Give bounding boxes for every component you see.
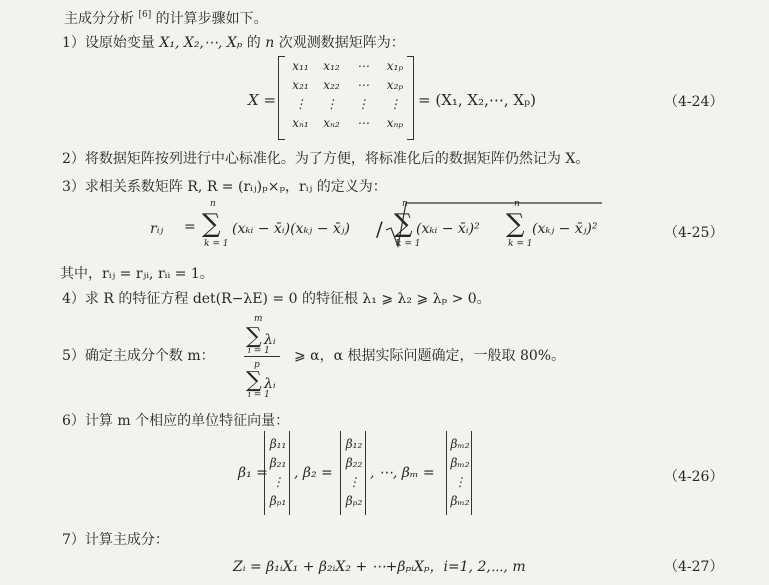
note-text: 其中，rᵢⱼ = rⱼᵢ, rᵢᵢ = 1。 bbox=[60, 266, 214, 282]
step-5 bbox=[62, 347, 215, 365]
vector-cell: β₂₂ bbox=[345, 456, 363, 470]
matrix-rhs: = (X₁, X₂,⋯, Xₚ) bbox=[418, 91, 536, 109]
rij-symbol: rᵢⱼ bbox=[150, 221, 164, 237]
eigenvector-formula bbox=[238, 431, 538, 519]
intro-text: 主成分分析 bbox=[64, 11, 139, 27]
step-7-label: 7） bbox=[62, 532, 85, 548]
vector-beta2 bbox=[340, 431, 366, 515]
denominator-term-1: (xₖᵢ − x̄ᵢ)² bbox=[416, 221, 480, 237]
vector-beta1-cells bbox=[267, 435, 289, 511]
step-1-vars: X₁, X₂,⋯, Xₚ bbox=[159, 35, 243, 51]
step-4-label: 4） bbox=[62, 291, 85, 307]
equals-sign: = bbox=[184, 219, 196, 235]
matrix-lhs: X = bbox=[248, 91, 277, 109]
sum-upper-3: n bbox=[514, 199, 520, 209]
matrix-cell: x₂ₚ bbox=[386, 78, 404, 92]
step-2-text: 将数据矩阵按列进行中心标准化。为了方便，将标准化后的数据矩阵仍然记为 X。 bbox=[84, 151, 590, 167]
numerator: (xₖᵢ − x̄ᵢ)(xₖⱼ − x̄ⱼ) bbox=[232, 221, 350, 237]
step-1-label: 1） bbox=[62, 35, 85, 51]
sum-upper-2: n bbox=[402, 199, 408, 209]
sum-lower-3: k = 1 bbox=[508, 239, 533, 249]
eq-number-4-25: （4-25） bbox=[664, 225, 724, 241]
vector-cell: β₁₁ bbox=[269, 437, 287, 451]
vector-cell: βₘ₂ bbox=[450, 494, 470, 508]
matrix-cell: x₁ₚ bbox=[386, 59, 404, 73]
step-1-mid: 的 bbox=[242, 35, 266, 51]
sum-symbol: ∑ bbox=[202, 209, 221, 239]
vector-beta2-cells bbox=[343, 435, 365, 511]
vector-betam-cells bbox=[449, 435, 471, 511]
step-6-label: 6） bbox=[62, 413, 85, 429]
step-5-rest bbox=[294, 347, 565, 365]
step-1-n: n bbox=[265, 35, 275, 51]
matrix-cell: x₁₁ bbox=[292, 59, 309, 73]
vector-cell: ⋮ bbox=[272, 475, 284, 489]
vector-betam bbox=[446, 431, 472, 515]
step-5-text: 确定主成分个数 m： bbox=[84, 348, 215, 364]
matrix-cell: xₙ₁ bbox=[292, 116, 309, 130]
den-upper: p bbox=[254, 360, 260, 370]
data-matrix bbox=[278, 56, 414, 140]
matrix-cell: x₂₁ bbox=[292, 78, 309, 92]
step-1-text: 设原始变量 bbox=[84, 35, 160, 51]
intro-line bbox=[64, 6, 268, 28]
step-4-text: 求 R 的特征方程 det(R−λE) = 0 的特征根 λ₁ ⩾ λ₂ ⩾ λₚ > 0。 bbox=[84, 291, 491, 307]
step-6-text: 计算 m 个相应的单位特征向量： bbox=[84, 413, 290, 429]
step-3-label: 3） bbox=[62, 179, 85, 195]
step-1 bbox=[62, 34, 405, 52]
vector-cell: β₂₁ bbox=[269, 456, 287, 470]
sum-symbol-2: ∑ bbox=[394, 209, 413, 239]
sum-symbol-3: ∑ bbox=[506, 209, 525, 239]
correlation-formula bbox=[150, 195, 610, 259]
vector-cell: β₁₂ bbox=[345, 437, 363, 451]
matrix-cell: ⋮ bbox=[294, 97, 307, 111]
denominator-term-2: (xₖⱼ − x̄ⱼ)² bbox=[532, 221, 598, 237]
matrix-cell: xₙ₂ bbox=[323, 116, 340, 130]
betam-label: , ⋯, βₘ = bbox=[370, 465, 435, 481]
matrix-cell: ⋯ bbox=[357, 78, 369, 92]
eq-number-4-27: （4-27） bbox=[664, 559, 724, 575]
den-sigma: ∑ bbox=[246, 368, 262, 393]
step-2-label: 2） bbox=[62, 151, 85, 167]
beta2-label: , β₂ = bbox=[294, 465, 333, 481]
contribution-fraction bbox=[244, 314, 294, 400]
step-7-text: 计算主成分： bbox=[84, 532, 169, 548]
vector-cell: βₘ₂ bbox=[450, 437, 470, 451]
matrix-cell: ⋯ bbox=[357, 59, 369, 73]
num-term: λᵢ bbox=[264, 332, 276, 348]
step-3 bbox=[62, 178, 387, 196]
vector-cell: βₚ₁ bbox=[269, 494, 287, 508]
step-1-tail: 次观测数据矩阵为： bbox=[274, 35, 405, 51]
den-term: λᵢ bbox=[264, 376, 276, 392]
sum-upper: n bbox=[210, 199, 216, 209]
beta1-label: β₁ = bbox=[238, 465, 268, 481]
matrix-cell: x₂₂ bbox=[323, 78, 340, 92]
vector-cell: βₚ₂ bbox=[345, 494, 363, 508]
citation-ref: [6] bbox=[138, 10, 152, 20]
vector-cell: ⋮ bbox=[348, 475, 360, 489]
vector-cell: βₘ₂ bbox=[450, 456, 470, 470]
den-lower: i = 1 bbox=[248, 390, 270, 400]
division-slash: / bbox=[376, 217, 383, 241]
eq-number-4-24: （4-24） bbox=[664, 94, 724, 110]
matrix-cell: x₁₂ bbox=[323, 59, 340, 73]
matrix-cells bbox=[285, 59, 411, 135]
step-5-label: 5） bbox=[62, 348, 85, 364]
step-3-text: 求相关系数矩阵 R, R = (rᵢⱼ)ₚ×ₚ，rᵢⱼ 的定义为： bbox=[84, 179, 387, 195]
num-sigma: ∑ bbox=[246, 324, 262, 349]
intro-tail: 的计算步骤如下。 bbox=[151, 11, 268, 27]
num-upper: m bbox=[254, 314, 263, 324]
matrix-cell: ⋯ bbox=[357, 116, 369, 130]
matrix-cell: ⋮ bbox=[325, 97, 338, 111]
step-4 bbox=[62, 290, 491, 308]
vector-beta1 bbox=[264, 431, 290, 515]
fraction-bar bbox=[244, 356, 280, 357]
num-lower: i = 1 bbox=[248, 346, 270, 356]
step-2 bbox=[62, 150, 589, 168]
matrix-cell: xₙₚ bbox=[386, 116, 404, 130]
matrix-cell: ⋮ bbox=[357, 97, 369, 111]
step-5-rest-text: ⩾ α，α 根据实际问题确定，一般取 80%。 bbox=[294, 348, 566, 364]
sum-lower: k = 1 bbox=[204, 239, 229, 249]
matrix-cell: ⋮ bbox=[389, 97, 401, 111]
eq-number-4-26: （4-26） bbox=[664, 469, 724, 485]
vector-cell: ⋮ bbox=[454, 475, 466, 489]
step-7 bbox=[62, 531, 169, 549]
note-line bbox=[60, 265, 214, 283]
principal-component-formula: Zᵢ = β₁ᵢX₁ + β₂ᵢX₂ + ⋯+βₚᵢXₚ，i=1, 2,⋯, m bbox=[233, 559, 526, 575]
sum-lower-2: k = 1 bbox=[396, 239, 421, 249]
step-6 bbox=[62, 412, 289, 430]
